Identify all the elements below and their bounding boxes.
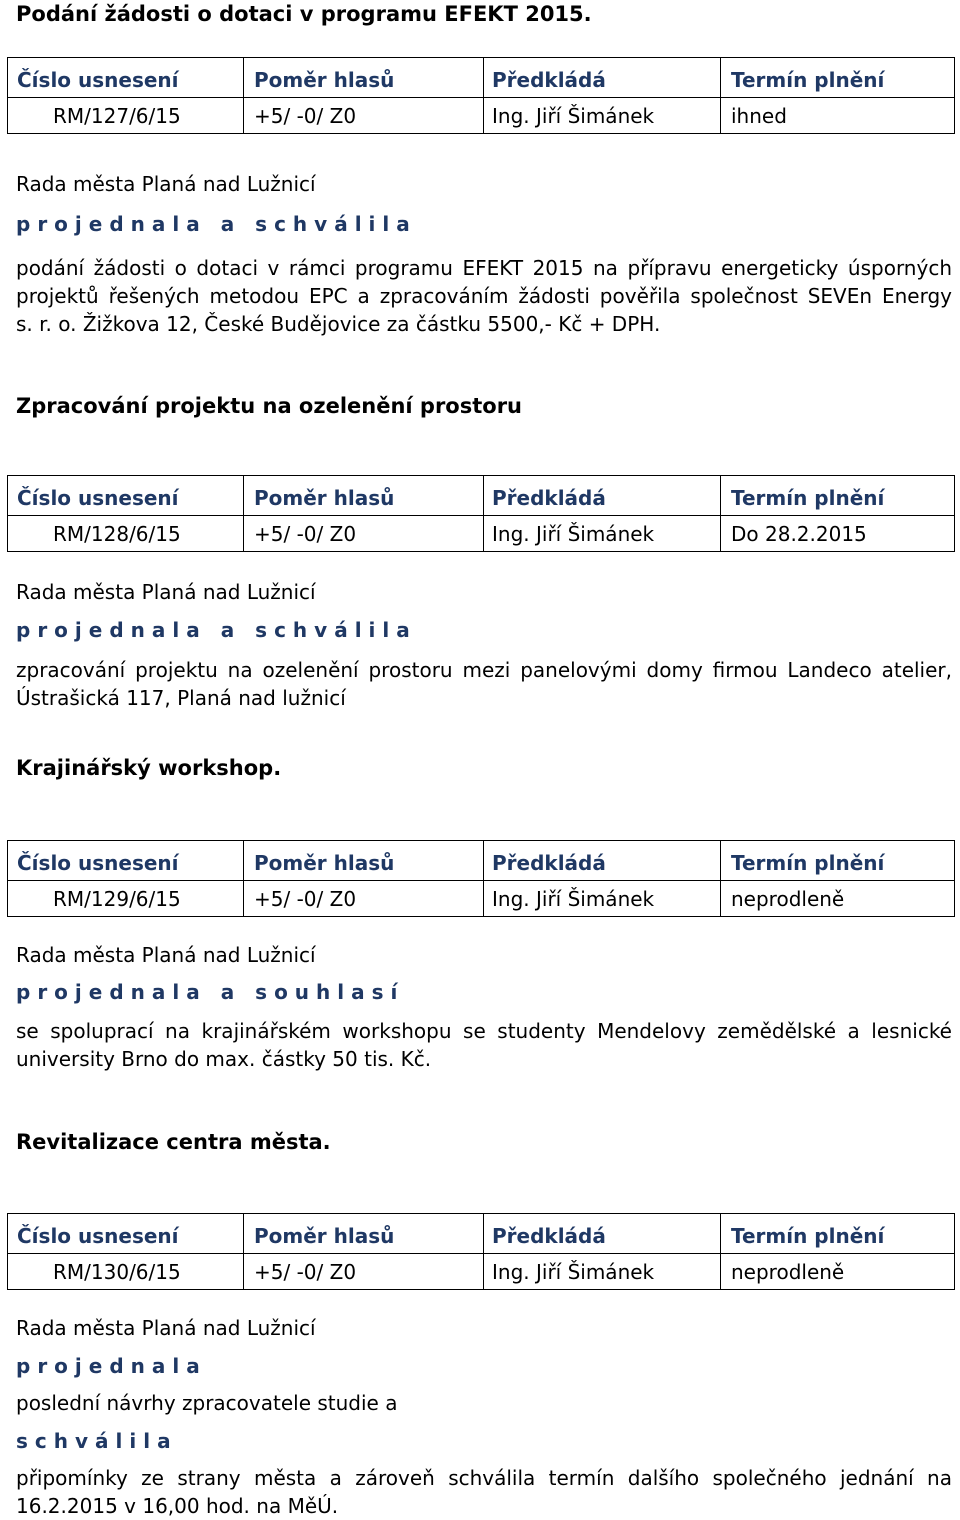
header-predklada: Předkládá xyxy=(484,58,721,97)
header-pomer-hlasu: Poměr hlasů xyxy=(244,58,484,97)
resolution-table xyxy=(7,57,955,134)
decision-verb: projednala xyxy=(16,1354,207,1378)
resolution-table xyxy=(7,1213,955,1290)
council-name: Rada města Planá nad Lužnicí xyxy=(16,172,316,196)
decision-verb: projednala a schválila xyxy=(16,212,417,236)
council-name: Rada města Planá nad Lužnicí xyxy=(16,580,316,604)
vote-ratio: +5/ -0/ Z0 xyxy=(244,1254,484,1289)
submitter: Ing. Jiří Šimánek xyxy=(484,881,721,916)
resolution-number: RM/130/6/15 xyxy=(8,1254,244,1289)
header-cislo-usneseni: Číslo usnesení xyxy=(8,1214,244,1253)
section-title: Zpracování projektu na ozelenění prostoru xyxy=(16,394,523,418)
resolution-text xyxy=(16,1017,952,1073)
text-line: 16.2.2015 v 16,00 hod. na MěÚ. xyxy=(16,1494,339,1518)
council-name: Rada města Planá nad Lužnicí xyxy=(16,943,316,967)
table-row xyxy=(7,97,955,134)
vote-ratio: +5/ -0/ Z0 xyxy=(244,516,484,551)
table-row xyxy=(7,1253,955,1290)
submitter: Ing. Jiří Šimánek xyxy=(484,1254,721,1289)
header-cislo-usneseni: Číslo usnesení xyxy=(8,841,244,880)
resolution-number: RM/127/6/15 xyxy=(8,98,244,133)
header-predklada: Předkládá xyxy=(484,476,721,515)
deadline: neprodleně xyxy=(731,887,845,911)
text-line: podání žádosti o dotaci v rámci programu EFEKT 2015 na přípravu energeticky úsporných xyxy=(16,256,952,280)
header-termin-plneni: Termín plnění xyxy=(731,1224,885,1248)
text-line: se spoluprací na krajinářském workshopu se studenty Mendelovy zemědělské a lesnické xyxy=(16,1019,952,1043)
text-line: university Brno do max. částky 50 tis. Kč. xyxy=(16,1047,432,1071)
deadline: Do 28.2.2015 xyxy=(731,522,867,546)
deadline: ihned xyxy=(731,104,787,128)
header-pomer-hlasu: Poměr hlasů xyxy=(244,1214,484,1253)
resolution-number: RM/129/6/15 xyxy=(8,881,244,916)
text-line: projektů řešených metodou EPC a zpracováním žádosti pověřila společnost SEVEn Energy xyxy=(16,284,952,308)
section-title: Podání žádosti o dotaci v programu EFEKT 2015. xyxy=(16,2,592,26)
submitter: Ing. Jiří Šimánek xyxy=(484,516,721,551)
header-pomer-hlasu: Poměr hlasů xyxy=(244,841,484,880)
header-predklada: Předkládá xyxy=(484,841,721,880)
resolution-text xyxy=(16,254,952,338)
resolution-table xyxy=(7,840,955,917)
header-cislo-usneseni: Číslo usnesení xyxy=(8,58,244,97)
header-predklada: Předkládá xyxy=(484,1214,721,1253)
deadline: neprodleně xyxy=(731,1260,845,1284)
vote-ratio: +5/ -0/ Z0 xyxy=(244,98,484,133)
table-header-row xyxy=(7,840,955,880)
header-cislo-usneseni: Číslo usnesení xyxy=(8,476,244,515)
text-line: připomínky ze strany města a zároveň schválila termín dalšího společného jednání na xyxy=(16,1466,952,1490)
table-header-row xyxy=(7,475,955,515)
table-header-row xyxy=(7,1213,955,1253)
resolution-text xyxy=(16,656,952,712)
resolution-text: poslední návrhy zpracovatele studie a xyxy=(16,1391,398,1415)
decision-verb: projednala a schválila xyxy=(16,618,417,642)
resolution-number: RM/128/6/15 xyxy=(8,516,244,551)
table-row xyxy=(7,515,955,552)
header-termin-plneni: Termín plnění xyxy=(731,68,885,92)
header-termin-plneni: Termín plnění xyxy=(731,851,885,875)
decision-verb-2: schválila xyxy=(16,1429,178,1453)
vote-ratio: +5/ -0/ Z0 xyxy=(244,881,484,916)
text-line: zpracování projektu na ozelenění prostoru mezi panelovými domy firmou Landeco atelier, xyxy=(16,658,952,682)
header-pomer-hlasu: Poměr hlasů xyxy=(244,476,484,515)
table-row xyxy=(7,880,955,917)
resolution-text xyxy=(16,1464,952,1520)
submitter: Ing. Jiří Šimánek xyxy=(484,98,721,133)
table-header-row xyxy=(7,57,955,97)
council-name: Rada města Planá nad Lužnicí xyxy=(16,1316,316,1340)
resolution-table xyxy=(7,475,955,552)
section-title: Revitalizace centra města. xyxy=(16,1130,331,1154)
header-termin-plneni: Termín plnění xyxy=(731,486,885,510)
section-title: Krajinářský workshop. xyxy=(16,756,282,780)
decision-verb: projednala a souhlasí xyxy=(16,980,405,1004)
text-line: s. r. o. Žižkova 12, České Budějovice za částku 5500,- Kč + DPH. xyxy=(16,312,661,336)
text-line: Ústrašická 117, Planá nad lužnicí xyxy=(16,686,346,710)
